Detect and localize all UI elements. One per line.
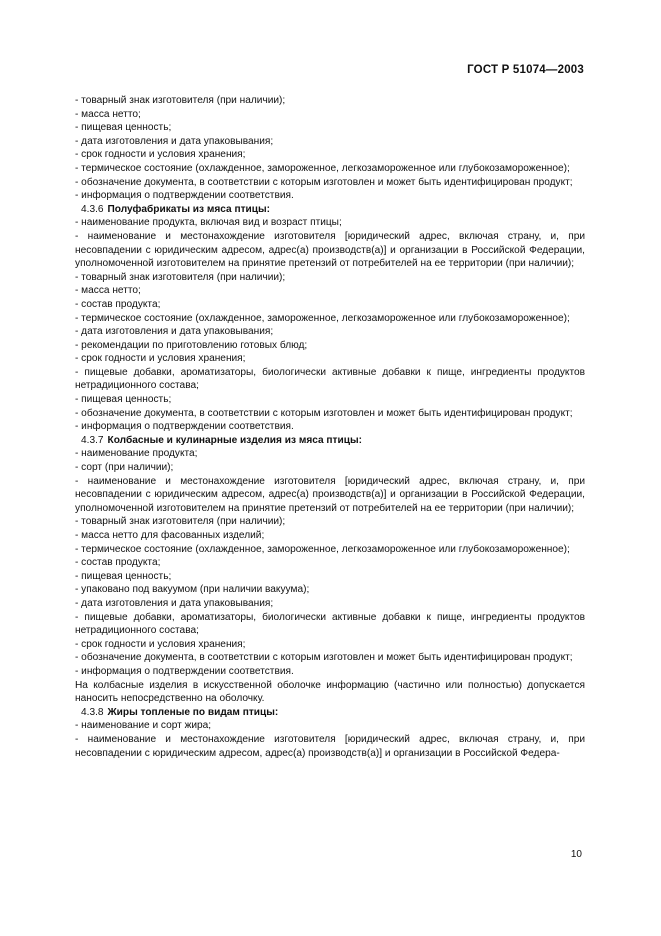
list-item-text: - масса нетто; (75, 108, 141, 120)
list-item (75, 556, 585, 570)
list-item (75, 420, 585, 434)
list-item-text: - пищевая ценность; (75, 394, 172, 406)
list-item (75, 339, 585, 353)
list-item-text: - термическое состояние (охлажденное, замороженное, легкозамороженное или глубокозамороженное); (75, 312, 570, 324)
list-item-text: - наименование и сорт жира; (75, 720, 212, 732)
section-number: 4.3.7 (81, 434, 104, 446)
list-item-text: - товарный знак изготовителя (при наличии); (75, 95, 286, 106)
section-heading (75, 434, 585, 448)
list-item-text: - товарный знак изготовителя (при наличии); (75, 516, 286, 528)
section-title: Колбасные и кулинарные изделия из мяса птицы: (107, 434, 362, 446)
list-item-text: - пищевая ценность; (75, 570, 172, 582)
list-item-text: - рекомендации по приготовлению готовых блюд; (75, 339, 308, 351)
list-item (75, 393, 585, 407)
section-number: 4.3.6 (81, 203, 104, 215)
list-item (75, 733, 585, 760)
list-item (75, 515, 585, 529)
list-item (75, 352, 585, 366)
list-item-text: - наименование и местонахождение изготовителя [юридический адрес, включая страну, и, при несовпадении с юридическим адресом, адрес(а) производств(а)] и организации в Российской Федерации, уполномоченной изготовителем на принятие претензий от потребителей на ее территории (при наличии); (75, 475, 585, 514)
list-item-text: - сорт (при наличии); (75, 462, 174, 474)
list-item (75, 447, 585, 461)
list-item (75, 189, 585, 203)
list-item (75, 719, 585, 733)
list-item-text: - термическое состояние (охлажденное, замороженное, легкозамороженное или глубокозамороженное); (75, 543, 570, 555)
document-code-header: ГОСТ Р 51074—2003 (467, 64, 584, 76)
section-heading (75, 203, 585, 217)
list-item-text: - пищевые добавки, ароматизаторы, биологически активные добавки к пище, ингредиенты продуктов нетрадиционного состава; (75, 611, 585, 637)
list-item-text: - обозначение документа, в соответствии с которым изготовлен и может быть идентифицирован продукт; (75, 652, 573, 664)
list-item (75, 461, 585, 475)
list-item (75, 162, 585, 176)
list-item (75, 583, 585, 597)
list-item-text: - информация о подтверждении соответствия. (75, 190, 294, 202)
list-item-text: - пищевая ценность; (75, 122, 172, 134)
list-item-text: - дата изготовления и дата упаковывания; (75, 326, 274, 338)
list-item-text: - состав продукта; (75, 557, 161, 569)
list-item (75, 271, 585, 285)
list-item-text: - масса нетто для фасованных изделий; (75, 530, 265, 541)
list-item (75, 325, 585, 339)
list-item (75, 135, 585, 149)
section-title: Полуфабрикаты из мяса птицы: (107, 203, 271, 215)
section-title: Жиры топленые по видам птицы: (107, 706, 279, 718)
list-item-text: - пищевые добавки, ароматизаторы, биологически активные добавки к пище, ингредиенты продуктов нетрадиционного состава; (75, 366, 585, 392)
list-item (75, 121, 585, 135)
list-item (75, 665, 585, 679)
list-item-text: - срок годности и условия хранения; (75, 149, 246, 161)
list-item-text: - срок годности и условия хранения; (75, 353, 246, 365)
list-item (75, 312, 585, 326)
list-item (75, 407, 585, 421)
list-item (75, 298, 585, 312)
list-item (75, 638, 585, 652)
list-item (75, 94, 585, 108)
list-item-text: На колбасные изделия в искусственной оболочке информацию (частично или полностью) допускается наносить непосредственно на оболочку. (75, 679, 585, 705)
list-item-text: - масса нетто; (75, 285, 141, 297)
list-item-text: - термическое состояние (охлажденное, замороженное, легкозамороженное или глубокозамороженное); (75, 162, 570, 174)
page-body-text (75, 94, 585, 760)
list-item-text: - информация о подтверждении соответствия. (75, 421, 294, 433)
list-item-text: - обозначение документа, в соответствии с которым изготовлен и может быть идентифицирован продукт; (75, 407, 573, 419)
list-item (75, 108, 585, 122)
list-item (75, 543, 585, 557)
section-heading (75, 706, 585, 720)
list-item (75, 216, 585, 230)
list-item (75, 148, 585, 162)
list-item-text: - наименование продукта, включая вид и возраст птицы; (75, 217, 342, 229)
section-number: 4.3.8 (81, 706, 104, 718)
list-item (75, 366, 585, 393)
list-item (75, 651, 585, 665)
list-item-text: - информация о подтверждении соответствия. (75, 665, 294, 677)
list-item-text: - обозначение документа, в соответствии с которым изготовлен и может быть идентифицирован продукт; (75, 176, 573, 188)
list-item (75, 230, 585, 271)
list-item (75, 570, 585, 584)
list-item (75, 597, 585, 611)
list-item (75, 679, 585, 706)
list-item (75, 475, 585, 516)
list-item-text: - товарный знак изготовителя (при наличии); (75, 271, 286, 283)
page-number: 10 (570, 849, 582, 860)
list-item-text: - наименование и местонахождение изготовителя [юридический адрес, включая страну, и, при несовпадении с юридическим адресом, адрес(а) производств(а)] и организации в Российской Федерации, уполномоченной изготовителем на принятие претензий от потребителей на ее территории (при наличии); (75, 230, 585, 270)
list-item (75, 529, 585, 543)
list-item-text: - наименование продукта; (75, 448, 198, 460)
list-item (75, 176, 585, 190)
list-item-text: - срок годности и условия хранения; (75, 638, 246, 650)
list-item-text: - состав продукта; (75, 298, 161, 310)
list-item-text: - дата изготовления и дата упаковывания; (75, 597, 274, 609)
list-item (75, 284, 585, 298)
list-item-text: - упаковано под вакуумом (при наличии вакуума); (75, 584, 310, 596)
list-item (75, 611, 585, 638)
list-item-text: - наименование и местонахождение изготовителя [юридический адрес, включая страну, и, при несовпадении с юридическим адресом, адрес(а) производств(а)] и организации в Российской Федера- (75, 733, 585, 759)
list-item-text: - дата изготовления и дата упаковывания; (75, 135, 274, 147)
